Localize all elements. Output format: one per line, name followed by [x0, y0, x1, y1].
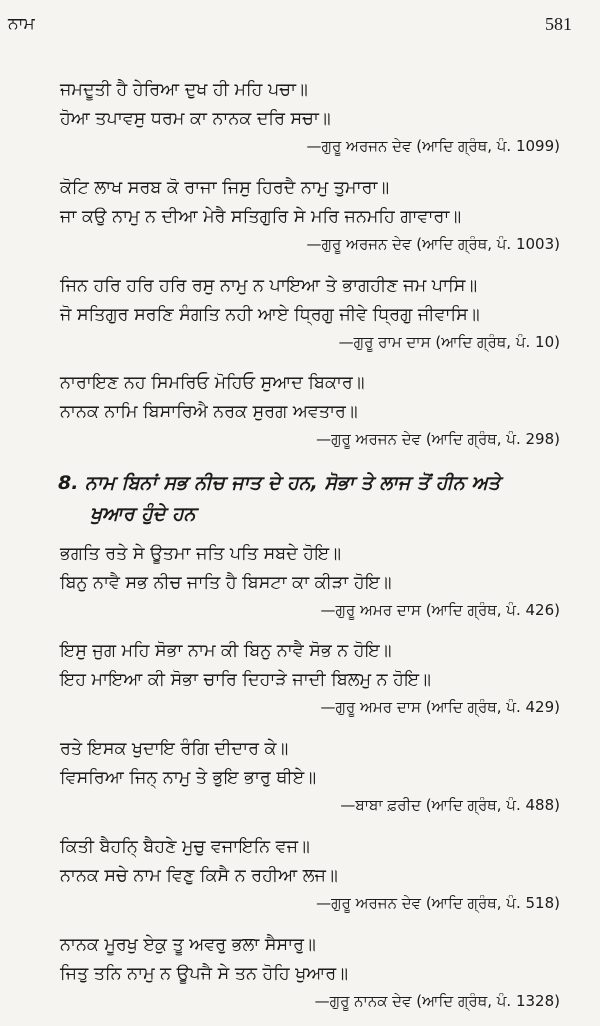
attribution: —ਗੁਰੂ ਅਮਰ ਦਾਸ (ਆਦਿ ਗ੍ਰੰਥ, ਪੰ. 426): [320, 601, 560, 619]
section-heading: [58, 468, 588, 530]
quote-block: [60, 540, 580, 622]
verse-line: ਇਹ ਮਾਇਆ ਕੀ ਸੋਭਾ ਚਾਰਿ ਦਿਹਾੜੇ ਜਾਦੀ ਬਿਲਮੁ ਨ ਹੋਇ॥: [60, 670, 431, 690]
quote-block: [60, 637, 580, 719]
verse-line: ਨਾਨਕ ਨਾਮਿ ਬਿਸਾਰਿਐ ਨਰਕ ਸੁਰਗ ਅਵਤਾਰ॥: [60, 402, 358, 422]
verse-line: ਜਮਦੂਤੀ ਹੈ ਹੇਰਿਆ ਦੁਖ ਹੀ ਮਹਿ ਪਚਾ॥: [60, 80, 308, 100]
verse-line: ਨਾਨਕ ਮੂਰਖੁ ਏਕੁ ਤੂ ਅਵਰੁ ਭਲਾ ਸੈਸਾਰੁ॥: [60, 935, 316, 955]
quote-block: [60, 735, 580, 817]
verse-line: ਹੋਆ ਤਪਾਵਸੁ ਧਰਮ ਕਾ ਨਾਨਕ ਦਰਿ ਸਚਾ॥: [60, 109, 331, 129]
quote-block: [60, 76, 580, 158]
verse-line: ਜਿਤੁ ਤਨਿ ਨਾਮੁ ਨ ਊਪਜੈ ਸੇ ਤਨ ਹੋਹਿ ਖੁਆਰ॥: [60, 964, 348, 984]
attribution: —ਬਾਬਾ ਫ਼ਰੀਦ (ਆਦਿ ਗ੍ਰੰਥ, ਪੰ. 488): [340, 796, 560, 814]
verse-line: ਕਿਤੀ ਬੈਹਨਿ੍ ਬੈਹਣੇ ਮੁਚੁ ਵਜਾਇਨਿ ਵਜ॥: [60, 837, 310, 857]
attribution: —ਗੁਰੂ ਅਮਰ ਦਾਸ (ਆਦਿ ਗ੍ਰੰਥ, ਪੰ. 429): [320, 698, 560, 716]
quote-block: [60, 174, 580, 256]
verse-line: ਜਿਨ ਹਰਿ ਹਰਿ ਹਰਿ ਰਸੁ ਨਾਮੁ ਨ ਪਾਇਆ ਤੇ ਭਾਗਹੀਣ ਜਮ ਪਾਸਿ॥: [60, 276, 478, 296]
attribution: —ਗੁਰੂ ਅਰਜਨ ਦੇਵ (ਆਦਿ ਗ੍ਰੰਥ, ਪੰ. 1099): [306, 137, 560, 155]
verse-line: ਨਾਨਕ ਸਚੇ ਨਾਮ ਵਿਣੁ ਕਿਸੈ ਨ ਰਹੀਆ ਲਜ॥: [60, 866, 338, 886]
section-heading-line: 8. ਨਾਮ ਬਿਨਾਂ ਸਭ ਨੀਚ ਜਾਤ ਦੇ ਹਨ, ਸੋਭਾ ਤੇ ਲਾਜ ਤੋਂ ਹੀਨ ਅਤੇ: [58, 472, 501, 494]
quote-block: [60, 369, 580, 451]
attribution: —ਗੁਰੂ ਨਾਨਕ ਦੇਵ (ਆਦਿ ਗ੍ਰੰਥ, ਪੰ. 1328): [314, 992, 560, 1010]
verse-line: ਜਾ ਕਉ ਨਾਮੁ ਨ ਦੀਆ ਮੇਰੈ ਸਤਿਗੁਰਿ ਸੇ ਮਰਿ ਜਨਮਹਿ ਗਾਵਾਰਾ॥: [60, 207, 462, 227]
verse-line: ਰਤੇ ਇਸਕ ਖੁਦਾਇ ਰੰਗਿ ਦੀਦਾਰ ਕੇ॥: [60, 739, 289, 759]
verse-line: ਇਸੁ ਜੁਗ ਮਹਿ ਸੋਭਾ ਨਾਮ ਕੀ ਬਿਨੁ ਨਾਵੈ ਸੋਭ ਨ ਹੋਇ॥: [60, 641, 392, 661]
verse-line: ਕੋਟਿ ਲਾਖ ਸਰਬ ਕੋ ਰਾਜਾ ਜਿਸੁ ਹਿਰਦੈ ਨਾਮੁ ਤੁਮਾਰਾ॥: [60, 178, 390, 198]
quote-block: [60, 833, 580, 915]
running-head: ਨਾਮ: [8, 14, 35, 34]
quote-block: [60, 272, 580, 354]
attribution: —ਗੁਰੂ ਅਰਜਨ ਦੇਵ (ਆਦਿ ਗ੍ਰੰਥ, ਪੰ. 518): [316, 894, 560, 912]
section-heading-line: ਖੁਆਰ ਹੁੰਦੇ ਹਨ: [90, 503, 196, 525]
verse-line: ਭਗਤਿ ਰਤੇ ਸੇ ਊਤਮਾ ਜਤਿ ਪਤਿ ਸਬਦੇ ਹੋਇ॥: [60, 544, 342, 564]
attribution: —ਗੁਰੂ ਅਰਜਨ ਦੇਵ (ਆਦਿ ਗ੍ਰੰਥ, ਪੰ. 1003): [306, 235, 560, 253]
page-number: 581: [545, 14, 572, 34]
verse-line: ਨਾਰਾਇਣ ਨਹ ਸਿਮਰਿਓ ਮੋਹਿਓ ਸੁਆਦ ਬਿਕਾਰ॥: [60, 373, 365, 393]
attribution: —ਗੁਰੂ ਰਾਮ ਦਾਸ (ਆਦਿ ਗ੍ਰੰਥ, ਪੰ. 10): [338, 333, 560, 351]
verse-line: ਬਿਨੁ ਨਾਵੈ ਸਭ ਨੀਚ ਜਾਤਿ ਹੈ ਬਿਸਟਾ ਕਾ ਕੀੜਾ ਹੋਇ॥: [60, 573, 392, 593]
attribution: —ਗੁਰੂ ਅਰਜਨ ਦੇਵ (ਆਦਿ ਗ੍ਰੰਥ, ਪੰ. 298): [316, 430, 560, 448]
verse-line: ਵਿਸਰਿਆ ਜਿਨ੍ ਨਾਮੁ ਤੇ ਭੁਇ ਭਾਰੁ ਥੀਏ॥: [60, 768, 317, 788]
quote-block: [60, 931, 580, 1013]
verse-line: ਜੋ ਸਤਿਗੁਰ ਸਰਣਿ ਸੰਗਤਿ ਨਹੀ ਆਏ ਧ੍ਰਿਗੁ ਜੀਵੇ ਧ੍ਰਿਗੁ ਜੀਵਾਸਿ॥: [60, 305, 480, 325]
